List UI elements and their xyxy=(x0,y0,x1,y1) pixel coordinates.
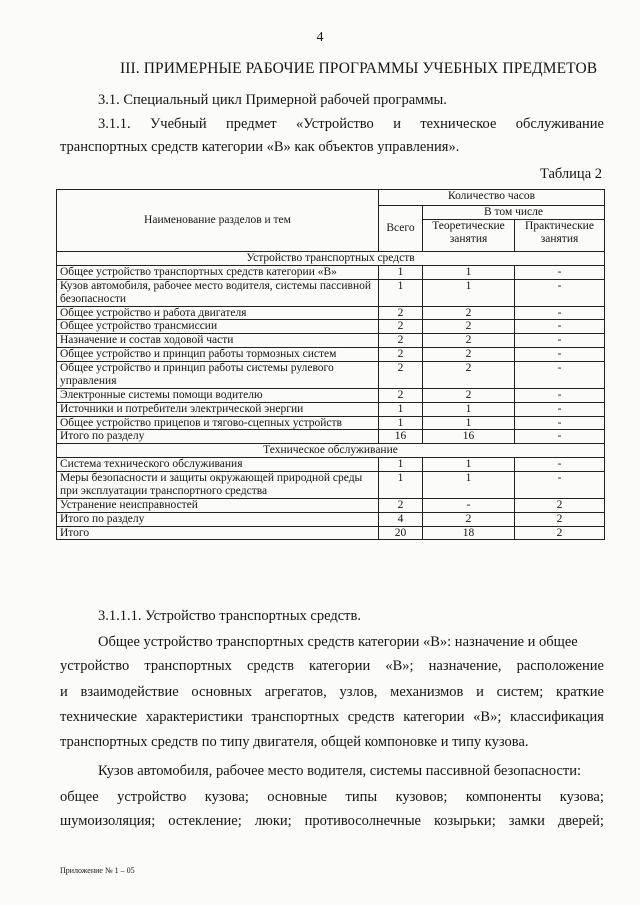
table-caption: Таблица 2 xyxy=(539,166,602,182)
topic-name: Система технического обслуживания xyxy=(57,458,379,472)
word: техническое xyxy=(420,116,497,132)
paragraph-heading: 3.1.1.1. Устройство транспортных средств. xyxy=(98,608,361,624)
topic-name: Устранение неисправностей xyxy=(57,498,379,512)
word: предмет xyxy=(226,116,277,132)
practice-hours: - xyxy=(515,472,605,499)
word: «Устройство xyxy=(296,116,374,132)
practice-hours: - xyxy=(515,334,605,348)
theory-hours: - xyxy=(423,498,515,512)
word: Учебный xyxy=(150,116,207,132)
table-row xyxy=(57,348,605,362)
table-row xyxy=(57,416,605,430)
total-hours: 20 xyxy=(379,526,423,540)
topic-name: Общее устройство и принцип работы тормозных систем xyxy=(57,348,379,362)
word: устройство xyxy=(117,789,187,805)
total-hours: 2 xyxy=(379,362,423,389)
word: категории xyxy=(403,709,465,725)
col-header-hours: Количество часов xyxy=(379,190,605,206)
paragraph-line: Общее устройство транспортных средств категории «В»: назначение и общее xyxy=(98,634,578,650)
paragraph-line xyxy=(60,684,604,701)
word: транспортных xyxy=(144,658,232,674)
word: основных xyxy=(191,684,253,700)
paragraph-line: транспортных средств по типу двигателя, общей компоновке и типу кузова. xyxy=(60,734,529,750)
topic-name: Общее устройство трансмиссии xyxy=(57,320,379,334)
word: основные xyxy=(267,789,328,805)
section-title: Техническое обслуживание xyxy=(57,444,605,458)
word: и xyxy=(476,684,484,700)
subtotal-label: Итого по разделу xyxy=(57,512,379,526)
word: систем; xyxy=(496,684,544,700)
word: компоненты xyxy=(465,789,542,805)
subtotal-label: Итого по разделу xyxy=(57,430,379,444)
table-row xyxy=(57,430,605,444)
table-row xyxy=(57,265,605,279)
word: категории xyxy=(309,658,371,674)
practice-hours: - xyxy=(515,362,605,389)
word: назначение, xyxy=(428,658,502,674)
section-heading: III. ПРИМЕРНЫЕ РАБОЧИЕ ПРОГРАММЫ УЧЕБНЫХ ПРЕДМЕТОВ xyxy=(120,60,598,77)
table-row xyxy=(57,306,605,320)
paragraph-line xyxy=(60,789,604,806)
subsection-line-1 xyxy=(98,116,604,133)
word: агрегатов, xyxy=(264,684,327,700)
paragraph-line xyxy=(60,658,604,675)
total-hours: 1 xyxy=(379,402,423,416)
practice-hours: - xyxy=(515,416,605,430)
word: «В»; xyxy=(385,658,414,674)
theory-hours: 2 xyxy=(423,362,515,389)
section-title: Устройство транспортных средств xyxy=(57,252,605,266)
theory-hours: 1 xyxy=(423,402,515,416)
total-hours: 1 xyxy=(379,265,423,279)
practice-hours: - xyxy=(515,402,605,416)
practice-hours: 2 xyxy=(515,526,605,540)
theory-hours: 2 xyxy=(423,320,515,334)
total-hours: 1 xyxy=(379,416,423,430)
word: кузова; xyxy=(204,789,249,805)
theory-hours: 1 xyxy=(423,279,515,306)
table-row xyxy=(57,279,605,306)
word: средств xyxy=(246,658,294,674)
word: шумоизоляция; xyxy=(60,813,156,829)
table-row xyxy=(57,526,605,540)
topic-name: Меры безопасности и защиты окружающей природной среды при эксплуатации транспортного средства xyxy=(57,472,379,499)
table-row xyxy=(57,498,605,512)
col-header-theory: Теоретические занятия xyxy=(423,220,515,252)
word: остекление; xyxy=(168,813,242,829)
total-hours: 16 xyxy=(379,430,423,444)
topic-name: Кузов автомобиля, рабочее место водителя, системы пассивной безопасности xyxy=(57,279,379,306)
word: и xyxy=(393,116,401,132)
word: кузова; xyxy=(559,789,604,805)
word: классификация xyxy=(510,709,604,725)
theory-hours: 1 xyxy=(423,416,515,430)
page-footer: Приложение № 1 – 05 xyxy=(60,866,135,875)
practice-hours: - xyxy=(515,320,605,334)
theory-hours: 1 xyxy=(423,472,515,499)
col-header-name: Наименование разделов и тем xyxy=(57,190,379,252)
page-number: 4 xyxy=(316,30,324,45)
practice-hours: 2 xyxy=(515,498,605,512)
total-hours: 1 xyxy=(379,472,423,499)
practice-hours: - xyxy=(515,265,605,279)
word: дверей; xyxy=(557,813,604,829)
table-row xyxy=(57,402,605,416)
word: люки; xyxy=(254,813,292,829)
topic-name: Общее устройство и работа двигателя xyxy=(57,306,379,320)
total-hours: 1 xyxy=(379,458,423,472)
topic-name: Общее устройство прицепов и тягово-сцепных устройств xyxy=(57,416,379,430)
topic-name: Источники и потребители электрической энергии xyxy=(57,402,379,416)
word: технические xyxy=(60,709,138,725)
topic-name: Электронные системы помощи водителю xyxy=(57,388,379,402)
theory-hours: 1 xyxy=(423,458,515,472)
table-row xyxy=(57,458,605,472)
theory-hours: 2 xyxy=(423,334,515,348)
practice-hours: - xyxy=(515,279,605,306)
subsection-line-2: транспортных средств категории «В» как объектов управления». xyxy=(60,139,460,155)
word: обслуживание xyxy=(515,116,604,132)
word: козырьки; xyxy=(434,813,496,829)
word: устройство xyxy=(60,658,130,674)
total-hours: 2 xyxy=(379,334,423,348)
total-hours: 1 xyxy=(379,279,423,306)
table-row xyxy=(57,388,605,402)
word: взаимодействие xyxy=(80,684,179,700)
theory-hours: 16 xyxy=(423,430,515,444)
word: замки xyxy=(508,813,545,829)
topic-name: Общее устройство и принцип работы системы рулевого управления xyxy=(57,362,379,389)
word: и xyxy=(60,684,68,700)
paragraph-line: Кузов автомобиля, рабочее место водителя, системы пассивной безопасности: xyxy=(98,763,582,779)
word: механизмов xyxy=(390,684,464,700)
practice-hours: - xyxy=(515,388,605,402)
theory-hours: 2 xyxy=(423,348,515,362)
theory-hours: 18 xyxy=(423,526,515,540)
word: транспортных xyxy=(251,709,340,725)
word: общее xyxy=(60,789,99,805)
word: краткие xyxy=(555,684,604,700)
practice-hours: - xyxy=(515,458,605,472)
theory-hours: 1 xyxy=(423,265,515,279)
total-hours: 4 xyxy=(379,512,423,526)
word: характеристики xyxy=(145,709,243,725)
col-header-practice: Практические занятия xyxy=(515,220,605,252)
word: типы xyxy=(345,789,378,805)
word: узлов, xyxy=(339,684,378,700)
col-header-including: В том числе xyxy=(423,206,605,220)
paragraph-line xyxy=(60,813,604,830)
total-hours: 2 xyxy=(379,498,423,512)
word: средств xyxy=(347,709,395,725)
table-row xyxy=(57,320,605,334)
theory-hours: 2 xyxy=(423,306,515,320)
practice-hours: 2 xyxy=(515,512,605,526)
practice-hours: - xyxy=(515,306,605,320)
col-header-total: Всего xyxy=(379,206,423,252)
topic-name: Общее устройство транспортных средств категории «В» xyxy=(57,265,379,279)
total-hours: 2 xyxy=(379,306,423,320)
practice-hours: - xyxy=(515,348,605,362)
table-row xyxy=(57,334,605,348)
word: противосолнечные xyxy=(304,813,421,829)
theory-hours: 2 xyxy=(423,512,515,526)
grand-total-label: Итого xyxy=(57,526,379,540)
table-row xyxy=(57,472,605,499)
word: кузовов; xyxy=(395,789,448,805)
word: расположение xyxy=(516,658,604,674)
practice-hours: - xyxy=(515,430,605,444)
theory-hours: 2 xyxy=(423,388,515,402)
table-row xyxy=(57,362,605,389)
topic-name: Назначение и состав ходовой части xyxy=(57,334,379,348)
word: 3.1.1. xyxy=(98,116,131,132)
total-hours: 2 xyxy=(379,388,423,402)
total-hours: 2 xyxy=(379,348,423,362)
table-row xyxy=(57,512,605,526)
subsection-title: 3.1. Специальный цикл Примерной рабочей программы. xyxy=(98,92,447,108)
paragraph-line xyxy=(60,709,604,726)
word: «В»; xyxy=(473,709,502,725)
total-hours: 2 xyxy=(379,320,423,334)
hours-table xyxy=(56,189,605,540)
